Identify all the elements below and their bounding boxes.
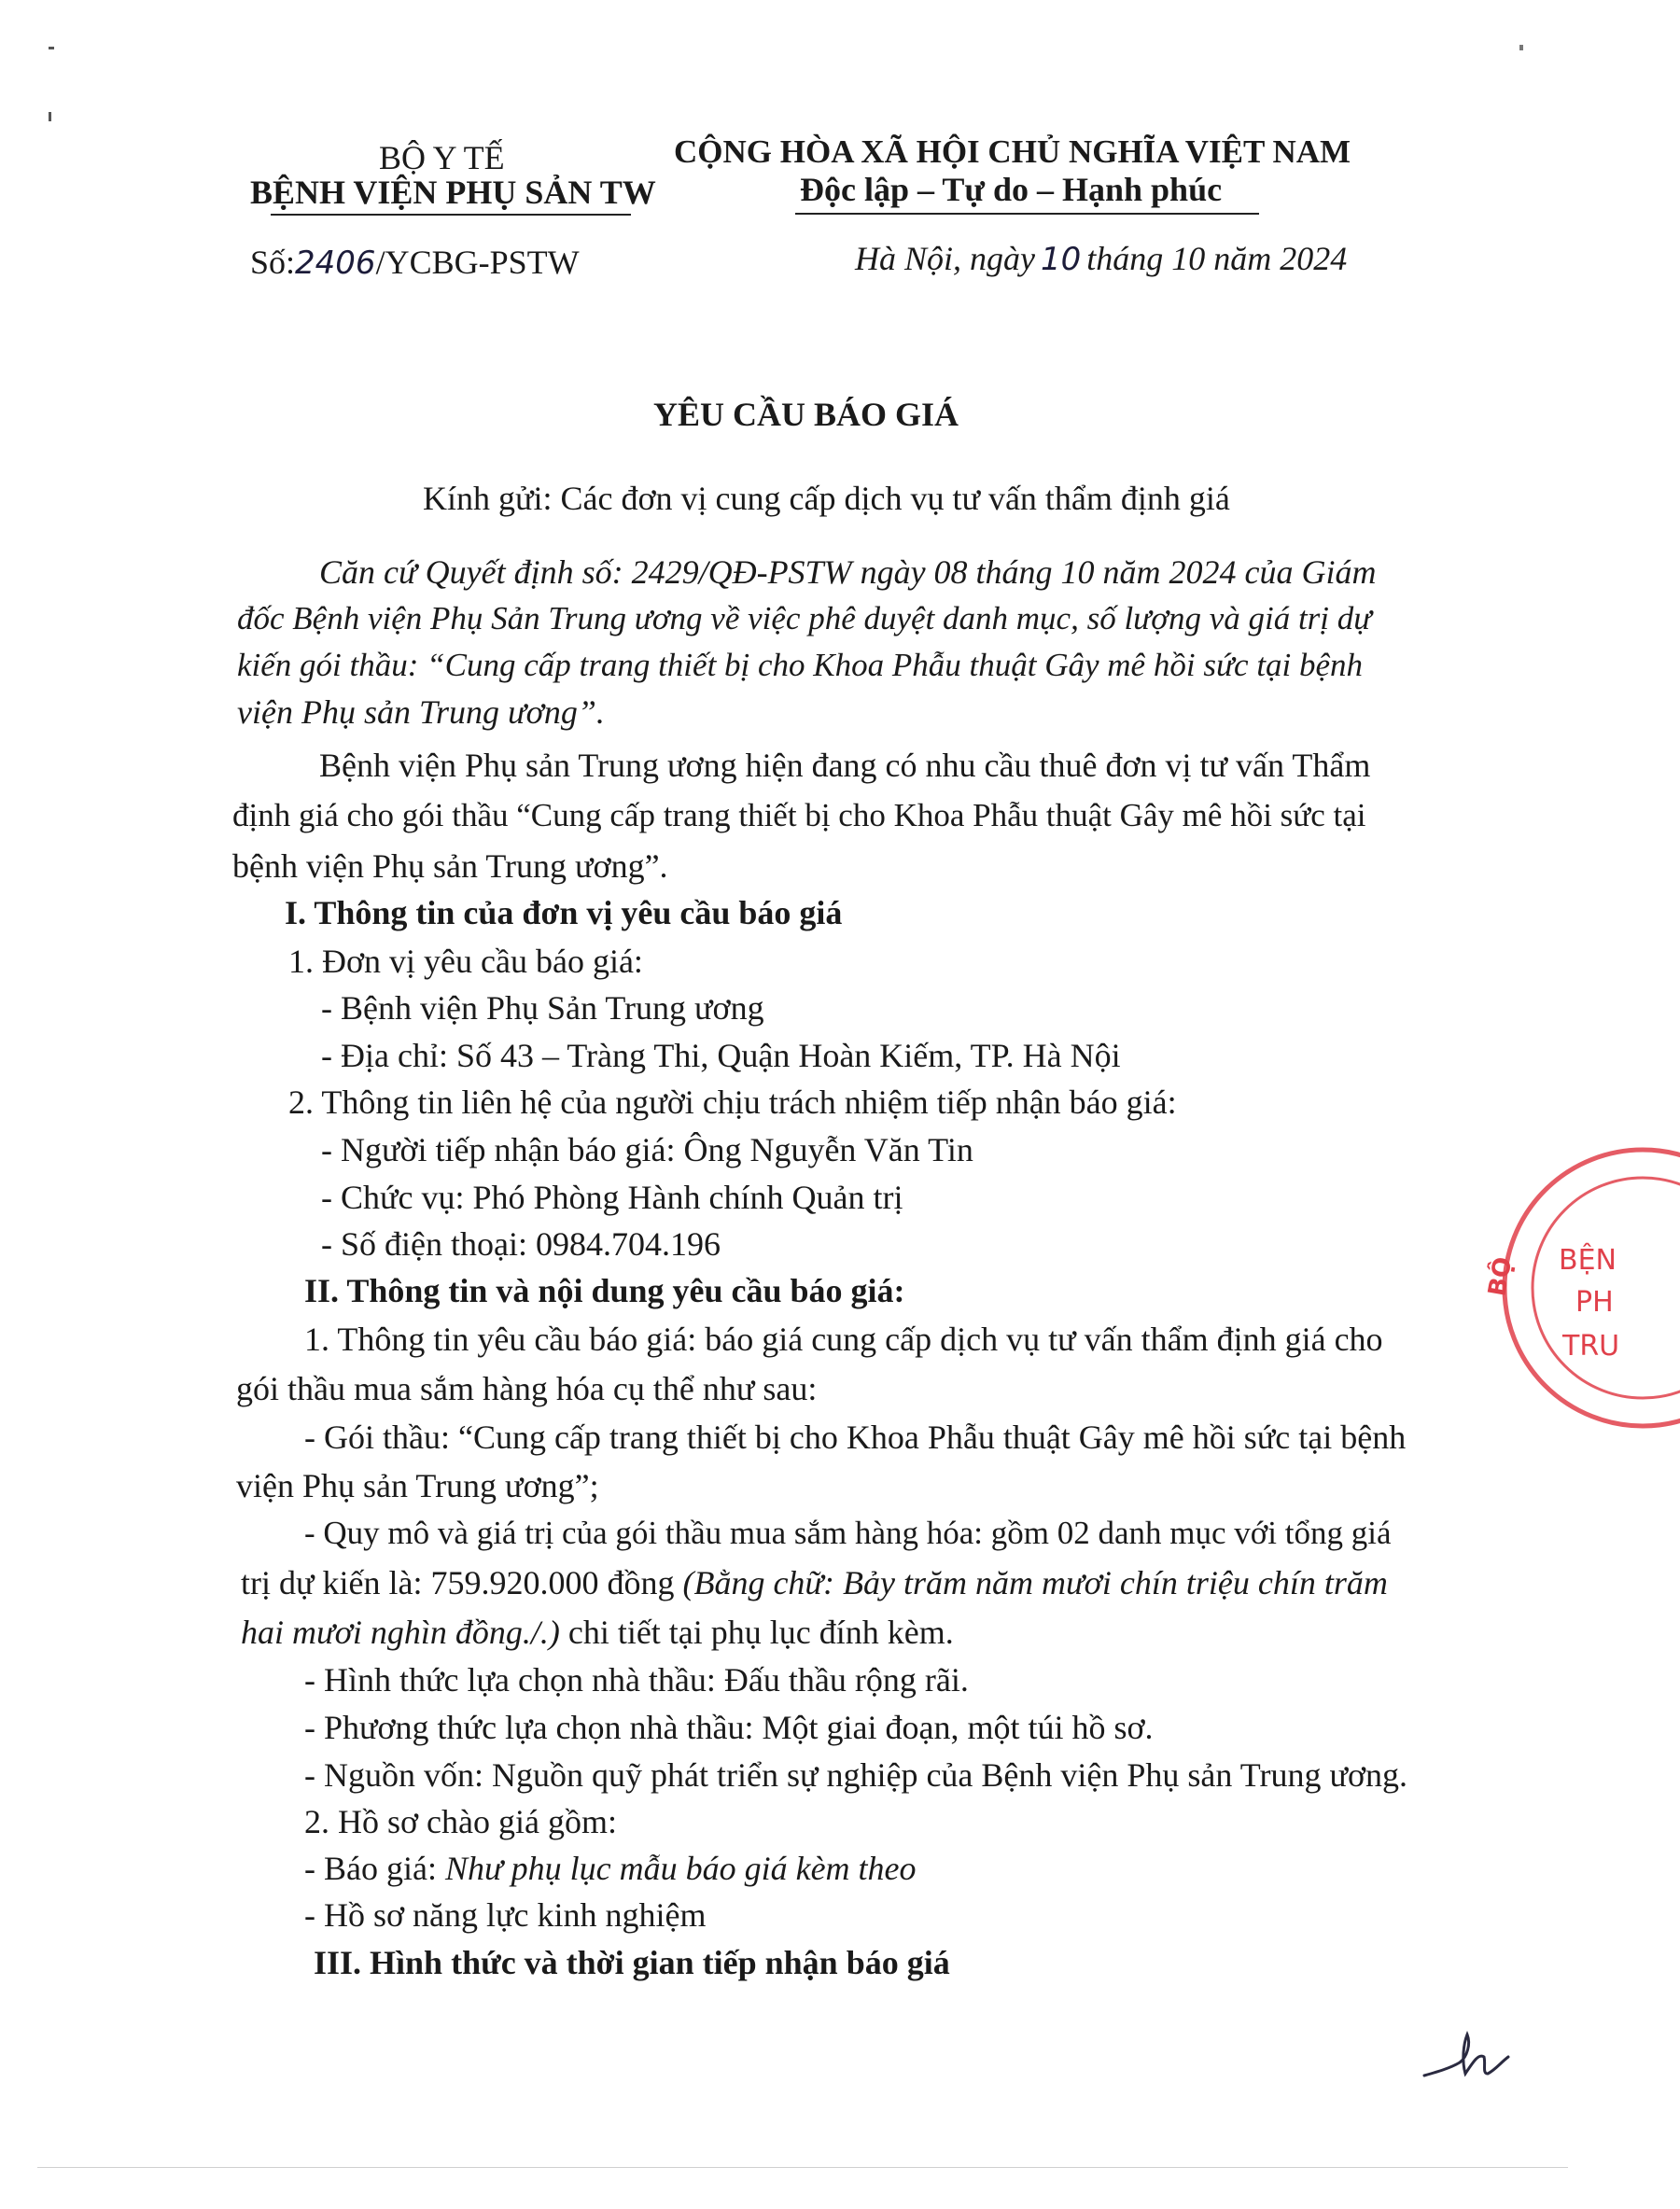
doc-no-prefix: Số: [250,244,296,281]
package-line-1: - Gói thầu: “Cung cấp trang thiết bị cho Khoa Phẫu thuật Gây mê hồi sức tại bệnh [304,1419,1407,1456]
nation-title: CỘNG HÒA XÃ HỘI CHỦ NGHĨA VIỆT NAM [674,133,1351,170]
section-1-heading: I. Thông tin của đơn vị yêu cầu báo giá [285,894,843,931]
section-2-item-2: 2. Hồ sơ chào giá gồm: [304,1803,617,1840]
scale-line-2 [241,1562,1388,1603]
motto-underline [795,213,1259,215]
package-line-2: viện Phụ sản Trung ương”; [236,1467,599,1504]
intro-line-2: định giá cho gói thầu “Cung cấp trang thiết bị cho Khoa Phẫu thuật Gây mê hồi sức tại [232,797,1366,833]
section-2-item-1-line-2: gói thầu mua sắm hàng hóa cụ thể như sau: [236,1370,818,1407]
selection-form: - Hình thức lựa chọn nhà thầu: Đấu thầu rộng rãi. [304,1661,969,1699]
quote-italic: Như phụ lục mẫu báo giá kèm theo [444,1850,917,1887]
date-prefix: Hà Nội, ngày [855,240,1035,277]
hospital-underline [271,214,631,216]
stamp-line-1: BỆN [1559,1244,1617,1277]
intro-line-3: bệnh viện Phụ sản Trung ương”. [232,847,668,885]
document-number [250,242,580,284]
scale-line-3 [241,1612,954,1653]
appendix-note: chi tiết tại phụ lục đính kèm. [559,1614,954,1651]
date-suffix: tháng 10 năm 2024 [1086,240,1348,277]
stamp-line-2: PH [1575,1286,1614,1319]
section-2-item-1-line-1: 1. Thông tin yêu cầu báo giá: báo giá cung cấp dịch vụ tư vấn thẩm định giá cho [304,1321,1383,1358]
doc-no-handwritten: 2406 [295,245,376,282]
selection-method: - Phương thức lựa chọn nhà thầu: Một giai đoạn, một túi hồ sơ. [304,1709,1154,1746]
value-in-words-end: hai mươi nghìn đồng./.) [241,1614,560,1651]
section-2-heading: II. Thông tin và nội dung yêu cầu báo giá: [304,1272,905,1309]
intro-line-1: Bệnh viện Phụ sản Trung ương hiện đang có nhu cầu thuê đơn vị tư vấn Thẩm [319,747,1371,784]
scan-speck [1519,45,1523,50]
scan-speck [49,47,54,49]
requesting-unit: - Bệnh viện Phụ Sản Trung ương [321,989,764,1027]
recipient-line: Kính gửi: Các đơn vị cung cấp dịch vụ tư vấn thẩm định giá [423,480,1230,517]
basis-line-4: viện Phụ sản Trung ương”. [237,693,605,731]
date-day-handwritten: 10 [1041,241,1082,278]
doc-no-suffix: /YCBG-PSTW [375,244,580,281]
receiver-name: - Người tiếp nhận báo giá: Ông Nguyễn Văn Tin [321,1131,973,1168]
value-in-words-start: (Bằng chữ: Bảy trăm năm mươi chín triệu chín trăm [682,1564,1388,1601]
scan-speck [49,112,51,121]
receiver-position: - Chức vụ: Phó Phòng Hành chính Quản trị [321,1179,903,1216]
capability-docs: - Hồ sơ năng lực kinh nghiệm [304,1896,707,1934]
scale-line-1: - Quy mô và giá trị của gói thầu mua sắm hàng hóa: gồm 02 danh mục với tổng giá [304,1515,1392,1551]
basis-line-2: đốc Bệnh viện Phụ Sản Trung ương về việc phê duyệt danh mục, số lượng và giá trị dự [237,600,1372,636]
unit-address: - Địa chỉ: Số 43 – Tràng Thi, Quận Hoàn Kiếm, TP. Hà Nội [321,1037,1121,1074]
basis-line-1: Căn cứ Quyết định số: 2429/QĐ-PSTW ngày 08 tháng 10 năm 2024 của Giám [319,553,1377,591]
section-3-heading: III. Hình thức và thời gian tiếp nhận báo giá [314,1944,950,1981]
page-bottom-edge [37,2167,1568,2168]
hospital-name: BỆNH VIỆN PHỤ SẢN TW [250,174,656,211]
stamp-line-3: TRU [1562,1330,1620,1363]
hospital-stamp [1465,1148,1680,1428]
funding-source: - Nguồn vốn: Nguồn quỹ phát triển sự nghiệp của Bệnh viện Phụ sản Trung ương. [304,1756,1407,1794]
basis-line-3: kiến gói thầu: “Cung cấp trang thiết bị cho Khoa Phẫu thuật Gây mê hồi sức tại bệnh [237,647,1364,683]
document-date [855,238,1347,280]
stamp-side-text: BỘ [1483,1254,1519,1299]
receiver-phone: - Số điện thoại: 0984.704.196 [321,1225,721,1263]
document-title: YÊU CẦU BÁO GIÁ [653,396,959,433]
section-1-item-2: 2. Thông tin liên hệ của người chịu trách nhiệm tiếp nhận báo giá: [288,1084,1177,1121]
section-1-item-1: 1. Đơn vị yêu cầu báo giá: [288,943,643,980]
initials-signature [1419,2025,1521,2090]
estimated-value: trị dự kiến là: 759.920.000 đồng [241,1564,683,1601]
national-motto: Độc lập – Tự do – Hạnh phúc [800,171,1223,208]
quote-label: - Báo giá: [304,1850,445,1887]
quote-item [304,1848,917,1889]
ministry-name: BỘ Y TẾ [379,139,505,176]
